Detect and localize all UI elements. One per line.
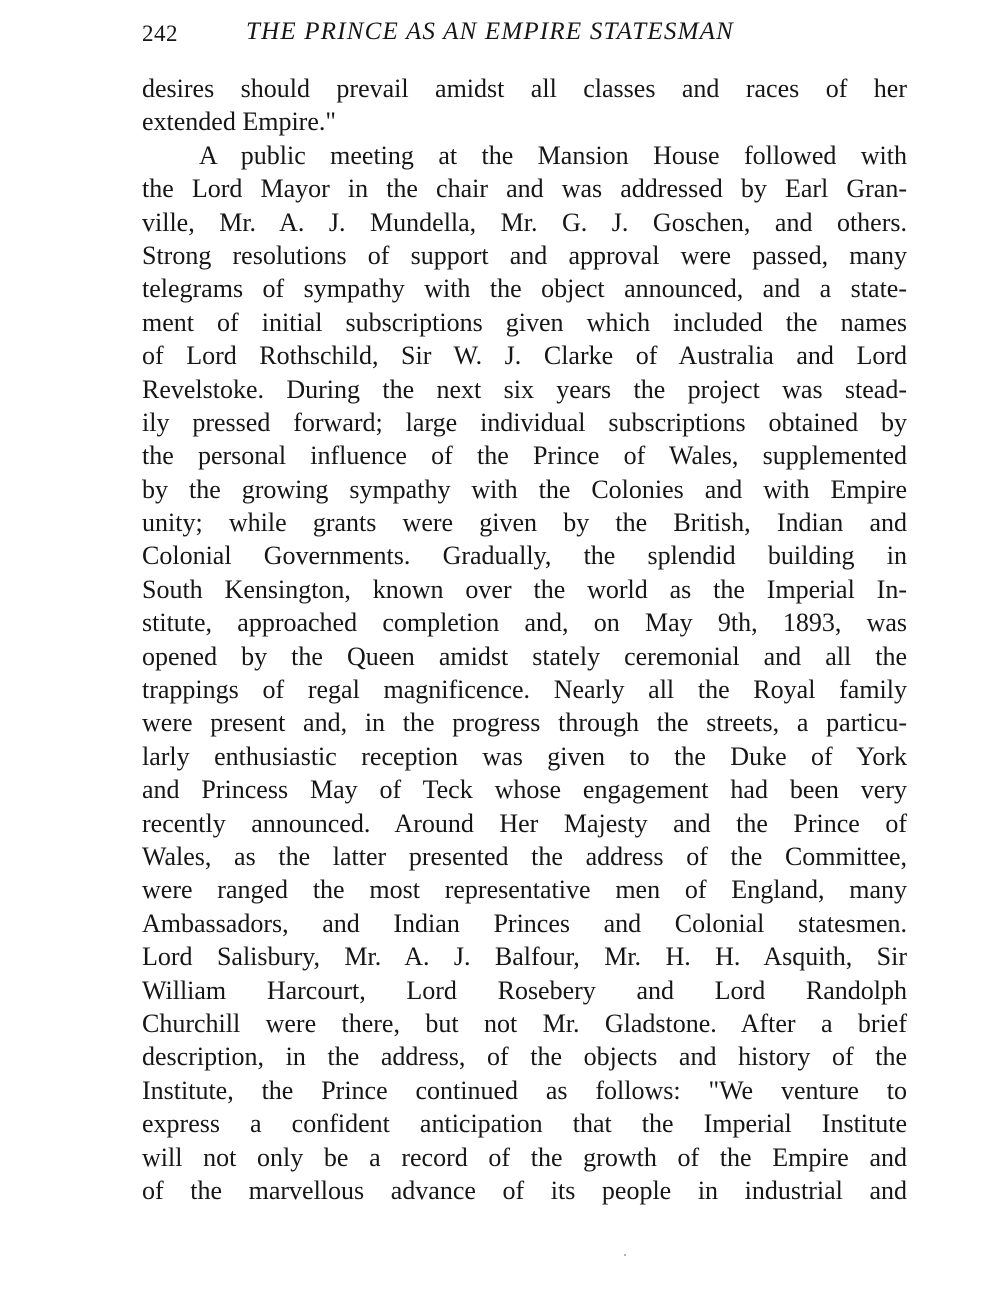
text-line: by the growing sympathy with the Colonies and with Empire <box>142 474 907 504</box>
text-line: stitute, approached completion and, on May 9th, 1893, was <box>142 608 907 638</box>
text-line: and Princess May of Teck whose engagement had been very <box>142 775 907 805</box>
page-number: 242 <box>142 21 178 46</box>
running-header <box>142 18 907 52</box>
text-line: extended Empire." <box>142 107 336 137</box>
text-line: of the marvellous advance of its people in industrial and <box>142 1175 907 1205</box>
text-line: the Lord Mayor in the chair and was addressed by Earl Gran- <box>142 174 907 204</box>
scan-speck <box>624 1254 626 1256</box>
text-line: Institute, the Prince continued as follows: "We venture to <box>142 1075 907 1105</box>
text-line: larly enthusiastic reception was given to the Duke of York <box>142 741 907 771</box>
paragraph <box>142 139 907 1208</box>
text-line: Churchill were there, but not Mr. Gladstone. After a brief <box>142 1008 907 1038</box>
text-line: William Harcourt, Lord Rosebery and Lord Randolph <box>142 975 907 1005</box>
text-line: Colonial Governments. Gradually, the splendid building in <box>142 541 907 571</box>
text-line: will not only be a record of the growth of the Empire and <box>142 1142 907 1172</box>
text-line: ment of initial subscriptions given which included the names <box>142 307 907 337</box>
text-line: were ranged the most representative men of England, many <box>142 875 907 905</box>
text-line: unity; while grants were given by the British, Indian and <box>142 508 907 538</box>
text-line: the personal influence of the Prince of Wales, supplemented <box>142 441 907 471</box>
text-line: opened by the Queen amidst stately ceremonial and all the <box>142 641 907 671</box>
running-title: THE PRINCE AS AN EMPIRE STATESMAN <box>246 18 734 45</box>
text-line: were present and, in the progress through the streets, a particu- <box>142 708 907 738</box>
text-line: recently announced. Around Her Majesty and the Prince of <box>142 808 907 838</box>
text-line: ville, Mr. A. J. Mundella, Mr. G. J. Goschen, and others. <box>142 207 907 237</box>
text-line: A public meeting at the Mansion House followed with <box>199 140 907 170</box>
text-line: trappings of regal magnificence. Nearly all the Royal family <box>142 675 907 705</box>
text-line: ily pressed forward; large individual subscriptions obtained by <box>142 407 907 437</box>
text-line: telegrams of sympathy with the object announced, and a state- <box>142 274 907 304</box>
text-line: Strong resolutions of support and approval were passed, many <box>142 240 907 270</box>
text-line: South Kensington, known over the world as the Imperial In- <box>142 574 907 604</box>
text-line: Lord Salisbury, Mr. A. J. Balfour, Mr. H. H. Asquith, Sir <box>142 942 907 972</box>
text-line: Revelstoke. During the next six years the project was stead- <box>142 374 907 404</box>
body-text <box>142 72 907 1207</box>
text-line: desires should prevail amidst all classes and races of her <box>142 74 907 103</box>
text-line: of Lord Rothschild, Sir W. J. Clarke of Australia and Lord <box>142 341 907 371</box>
text-line: Ambassadors, and Indian Princes and Colonial statesmen. <box>142 908 907 938</box>
text-line: description, in the address, of the objects and history of the <box>142 1042 907 1072</box>
paragraph <box>142 72 907 139</box>
text-line: Wales, as the latter presented the address of the Committee, <box>142 841 907 871</box>
text-line: express a confident anticipation that the Imperial Institute <box>142 1109 907 1139</box>
